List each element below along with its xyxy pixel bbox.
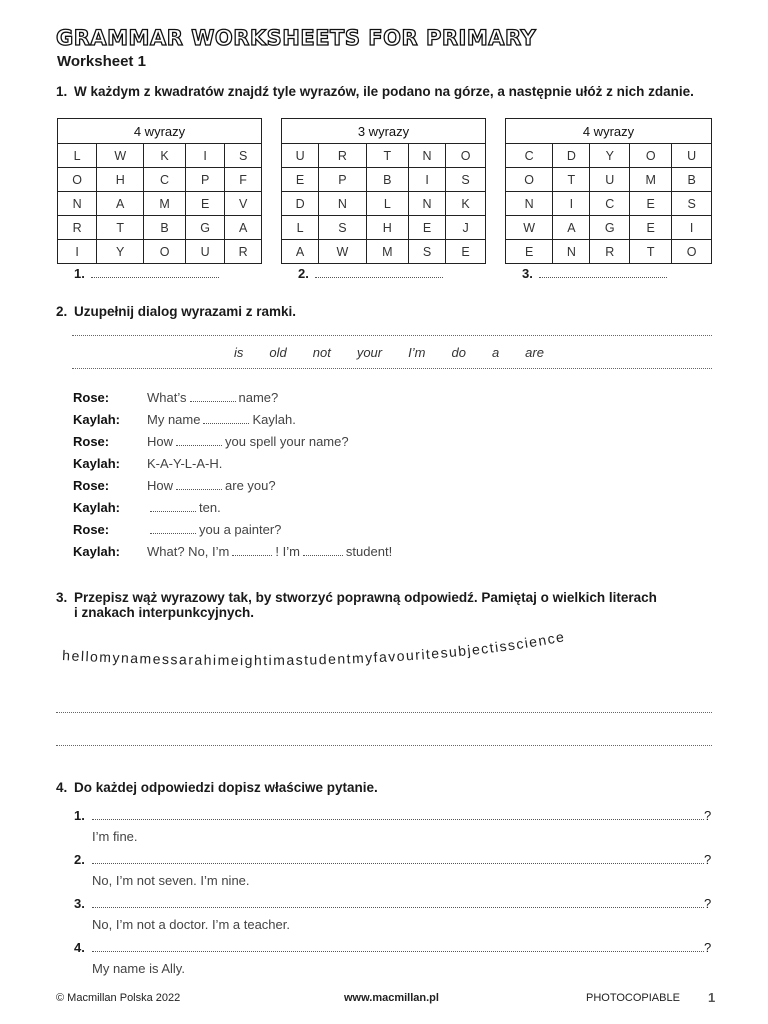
grid-cell: L [282,216,319,240]
grid-cell: S [672,192,712,216]
list-item: 1. ? [74,808,712,823]
grid-cell: L [58,144,97,168]
dialog-line: Kaylah: What? No, I’m ! I’m student! [73,544,393,559]
grid-cell: P [319,168,366,192]
question-line[interactable] [92,907,704,908]
grid-cell: A [553,216,590,240]
grid-header: 4 wyrazy [58,119,262,144]
grid-cell: N [408,144,445,168]
grid-cell: C [144,168,186,192]
word-grid-1 [57,118,262,264]
blank[interactable] [150,511,196,512]
word-snake [0,620,768,690]
grid-cell: N [506,192,553,216]
grid-cell: C [506,144,553,168]
question-line[interactable] [92,863,704,864]
grid-cell: U [185,240,224,264]
word-grid-2 [281,118,486,264]
grid-cell: H [97,168,144,192]
grid-cell: U [672,144,712,168]
grid-cell: W [506,216,553,240]
blank[interactable] [176,489,222,490]
task4-instruction: 4. Do każdej odpowiedzi dopisz właściwe pytanie. [56,780,378,795]
grid-cell: T [630,240,672,264]
grid-cell: M [366,240,408,264]
grid-cell: I [58,240,97,264]
grid-cell: I [672,216,712,240]
dialog-line: Kaylah: ten. [73,500,221,515]
grid-cell: O [506,168,553,192]
dialog-line: Kaylah: My name Kaylah. [73,412,296,427]
grid-cell: E [630,216,672,240]
grid-cell: I [553,192,590,216]
grid-cell: R [319,144,366,168]
dialog-line: Rose: you a painter? [73,522,282,537]
grid-cell: T [366,144,408,168]
blank[interactable] [176,445,222,446]
task1-instruction: 1. W każdym z kwadratów znajdź tyle wyrazów, ile podano na górze, a następnie ułóż z nich zdanie. [56,84,694,99]
dialog-line: Rose: What’s name? [73,390,279,405]
question-list: 1. ? I’m fine. 2. ? No, I’m not seven. I’m nine. 3. ? No, I’m not a doctor. I’m a teacher. 4. ? My name is Ally. [74,808,712,976]
grid-cell: O [672,240,712,264]
grid-cell: A [97,192,144,216]
question-line[interactable] [92,819,704,820]
blank[interactable] [232,555,272,556]
grid-header: 3 wyrazy [282,119,486,144]
grid-cell: D [553,144,590,168]
grid-cell: A [225,216,262,240]
task2-instruction: 2. Uzupełnij dialog wyrazami z ramki. [56,304,297,319]
grid-cell: S [225,144,262,168]
grid-cell: N [319,192,366,216]
grid-cell: U [282,144,319,168]
grid-cell: R [590,240,630,264]
answer-line-2[interactable]: 2. [298,266,443,281]
grid-cell: D [282,192,319,216]
snake-text: hellomynamessarahimeightimastudentmyfavouritesubjectisscience [61,628,567,669]
copyright: © Macmillan Polska 2022 [56,992,181,1004]
grid-cell: L [366,192,408,216]
series-title: GRAMMAR WORKSHEETS FOR PRIMARY [56,26,537,50]
answer-line-3[interactable]: 3. [522,266,667,281]
grid-cell: I [185,144,224,168]
grid-cell: F [225,168,262,192]
grid-cell: K [446,192,486,216]
page-number: 1 [708,990,716,1005]
grid-cell: E [446,240,486,264]
grid-cell: J [446,216,486,240]
grid-cell: E [506,240,553,264]
writing-line[interactable] [56,712,712,713]
worksheet-title: Worksheet 1 [57,53,146,70]
grid-cell: O [144,240,186,264]
dialog-line: Rose: How you spell your name? [73,434,349,449]
grid-cell: R [225,240,262,264]
grid-cell: S [319,216,366,240]
grid-header: 4 wyrazy [506,119,712,144]
grid-cell: C [590,192,630,216]
grid-cell: E [185,192,224,216]
dialog-line: Rose: How are you? [73,478,276,493]
list-item: 2. ? [74,852,712,867]
grid-cell: N [408,192,445,216]
grid-cell: I [408,168,445,192]
grid-cell: N [58,192,97,216]
dialog-line: Kaylah: K-A-Y-L-A-H. [73,456,223,471]
grid-cell: W [319,240,366,264]
grid-cell: B [672,168,712,192]
grid-cell: B [144,216,186,240]
grid-cell: S [408,240,445,264]
list-item: 4. ? [74,940,712,955]
grid-cell: O [58,168,97,192]
blank[interactable] [150,533,196,534]
grid-cell: K [144,144,186,168]
grid-cell: M [144,192,186,216]
grid-cell: E [408,216,445,240]
task1-number: 1. [56,84,68,99]
grid-cell: N [553,240,590,264]
grid-cell: M [630,168,672,192]
blank[interactable] [190,401,236,402]
blank[interactable] [303,555,343,556]
grid-cell: E [282,168,319,192]
grid-cell: U [590,168,630,192]
grid-cell: G [590,216,630,240]
blank[interactable] [203,423,249,424]
word-grid-3 [505,118,712,264]
grid-cell: B [366,168,408,192]
word-box-top-border [72,335,712,336]
grid-cell: E [630,192,672,216]
list-item: 3. ? [74,896,712,911]
grid-cell: S [446,168,486,192]
grid-cell: O [630,144,672,168]
photocopiable-note: PHOTOCOPIABLE [586,992,680,1004]
website-link[interactable]: www.macmillan.pl [344,992,439,1004]
task3-instruction: 3. Przepisz wąż wyrazowy tak, by stworzyć poprawną odpowiedź. Pamiętaj o wielkich literach i znakach interpunkcyjnych. [56,590,657,620]
grid-cell: Y [97,240,144,264]
grid-cell: O [446,144,486,168]
answer-line-1[interactable]: 1. [74,266,219,281]
grid-cell: V [225,192,262,216]
grid-cell: A [282,240,319,264]
grid-cell: P [185,168,224,192]
question-line[interactable] [92,951,704,952]
dialog [73,390,392,566]
grid-cell: H [366,216,408,240]
grid-cell: Y [590,144,630,168]
grid-cell: W [97,144,144,168]
grid-cell: G [185,216,224,240]
word-box-bottom-border [72,368,712,369]
grid-cell: T [553,168,590,192]
writing-line[interactable] [56,745,712,746]
grid-cell: R [58,216,97,240]
word-box: is old not your I’m do a are [234,345,544,360]
grid-cell: T [97,216,144,240]
